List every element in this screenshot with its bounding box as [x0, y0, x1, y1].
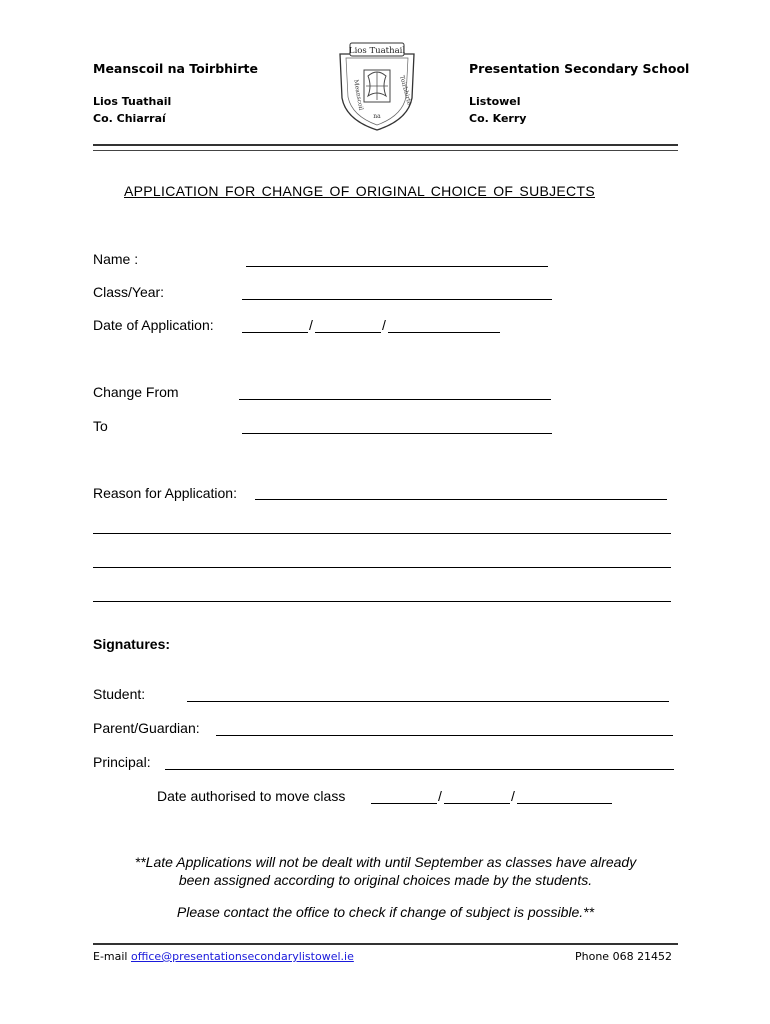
address-line-english-1: Listowel: [469, 95, 521, 108]
change-from-label: Change From: [93, 384, 179, 400]
date-separator-2: /: [382, 317, 386, 333]
form-title: APPLICATION FOR CHANGE OF ORIGINAL CHOICE OF SUBJECTS: [124, 183, 595, 199]
contact-office-note: Please contact the office to check if change of subject is possible.**: [176, 904, 595, 920]
authorised-separator-2: /: [511, 788, 515, 804]
to-label: To: [93, 418, 108, 434]
school-crest-logo: [334, 40, 420, 132]
principal-signature-label: Principal:: [93, 754, 151, 770]
late-application-note-line-2: been assigned according to original choices made by the students.: [178, 872, 593, 888]
address-line-english-2: Co. Kerry: [469, 112, 527, 125]
header-rule-thin: [93, 150, 678, 151]
authorised-month-field[interactable]: [444, 803, 510, 804]
date-year-field[interactable]: [388, 332, 500, 333]
date-separator-1: /: [309, 317, 313, 333]
svg-text:Toirbhirte: Toirbhirte: [398, 74, 413, 106]
authorised-day-field[interactable]: [371, 803, 437, 804]
authorised-separator-1: /: [438, 788, 442, 804]
name-label: Name :: [93, 251, 139, 267]
email-link[interactable]: office@presentationsecondarylistowel.ie: [131, 950, 354, 963]
principal-signature-field[interactable]: [165, 769, 674, 770]
late-application-note-line-1: **Late Applications will not be dealt with until September as classes have already: [134, 854, 637, 870]
signatures-heading: Signatures:: [93, 636, 171, 652]
reason-label: Reason for Application:: [93, 485, 237, 501]
footer-rule: [93, 943, 678, 945]
footer-email: [93, 950, 354, 963]
school-name-english: Presentation Secondary School: [469, 61, 690, 76]
name-field[interactable]: [246, 266, 548, 267]
header-rule-thick: [93, 144, 678, 146]
reason-field-line-4[interactable]: [93, 601, 671, 602]
svg-text:Meanscoil: Meanscoil: [352, 79, 365, 111]
reason-field-line-1[interactable]: [255, 499, 667, 500]
address-line-irish-1: Lios Tuathail: [93, 95, 172, 108]
class-year-field[interactable]: [242, 299, 552, 300]
date-month-field[interactable]: [315, 332, 381, 333]
email-prefix-label: E-mail: [93, 950, 128, 963]
parent-guardian-signature-label: Parent/Guardian:: [93, 720, 200, 736]
student-signature-label: Student:: [93, 686, 146, 702]
svg-text:Lios Tuathail: Lios Tuathail: [348, 46, 406, 56]
reason-field-line-3[interactable]: [93, 567, 671, 568]
footer-phone: Phone 068 21452: [575, 950, 673, 963]
student-signature-field[interactable]: [187, 701, 669, 702]
date-authorised-label: Date authorised to move class: [157, 788, 346, 804]
school-name-irish: Meanscoil na Toirbhirte: [93, 61, 258, 76]
change-from-field[interactable]: [239, 399, 551, 400]
parent-guardian-signature-field[interactable]: [216, 735, 673, 736]
address-line-irish-2: Co. Chiarraí: [93, 112, 166, 125]
date-day-field[interactable]: [242, 332, 308, 333]
to-field[interactable]: [242, 433, 552, 434]
class-year-label: Class/Year:: [93, 284, 165, 300]
reason-field-line-2[interactable]: [93, 533, 671, 534]
authorised-year-field[interactable]: [517, 803, 612, 804]
date-of-application-label: Date of Application:: [93, 317, 214, 333]
svg-text:na: na: [373, 113, 381, 120]
